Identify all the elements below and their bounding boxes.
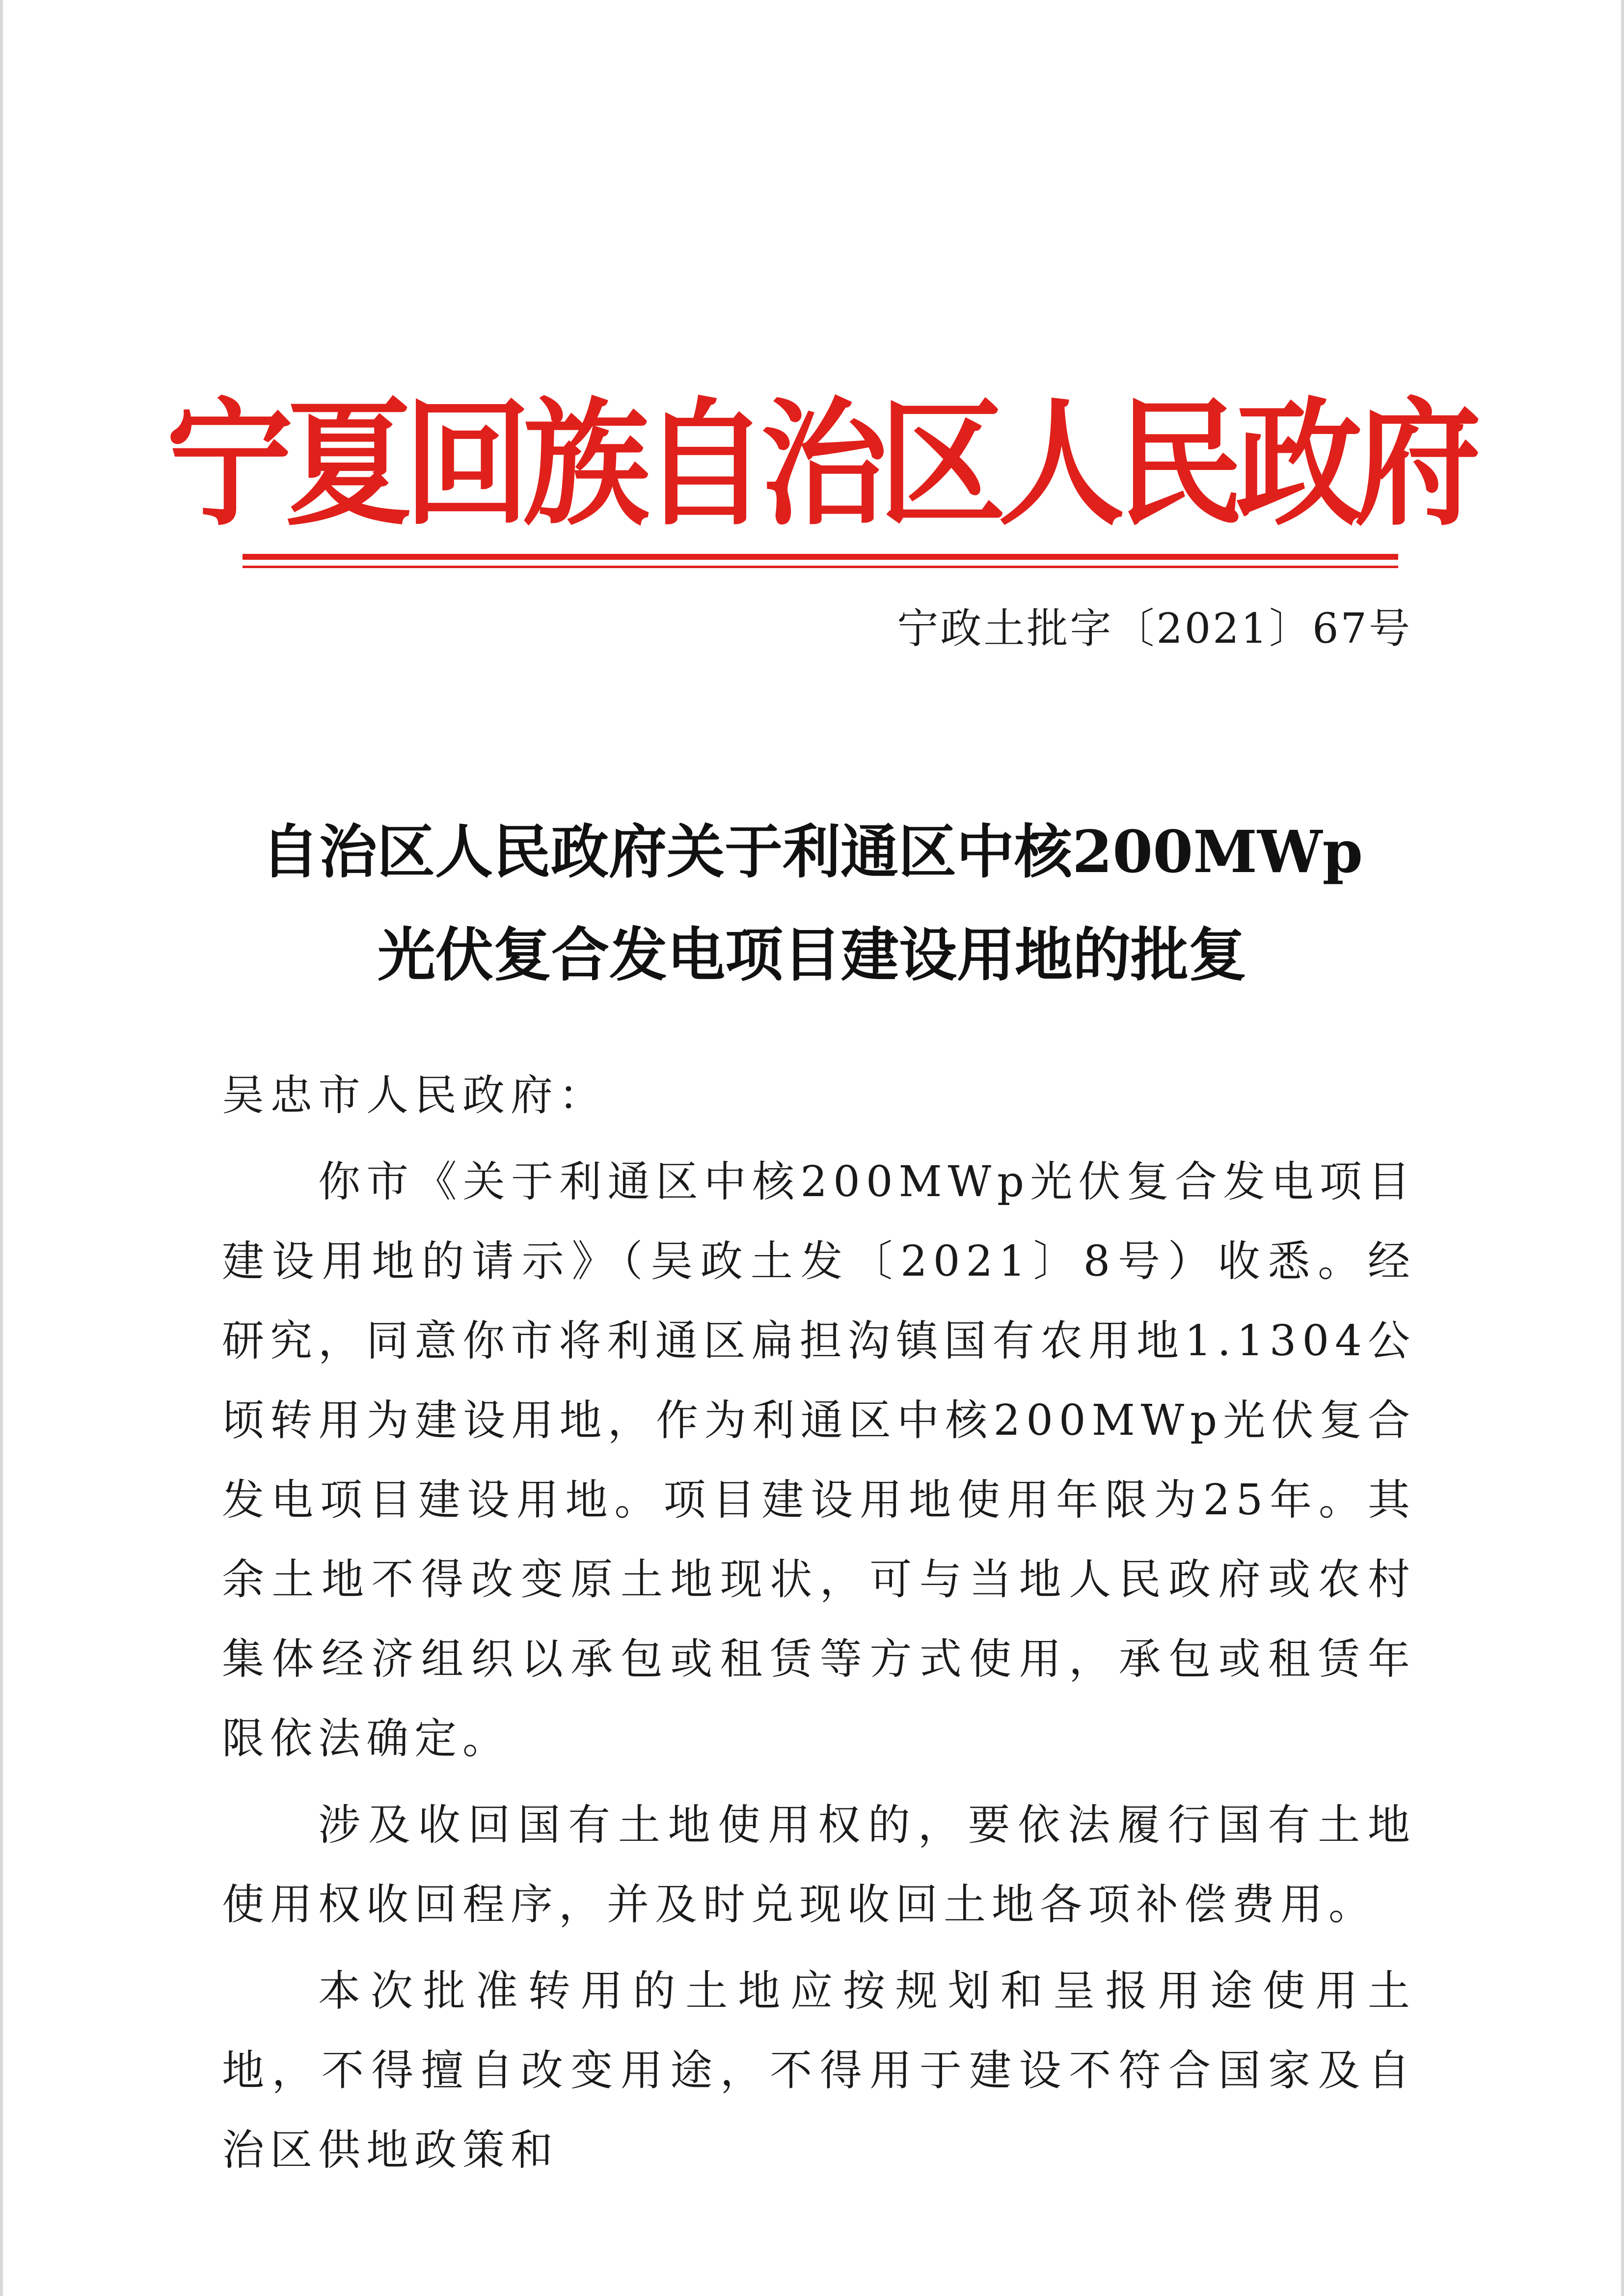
document-title [187,800,1437,1007]
title-line-1: 自治区人民政府关于利通区中核200MWp [261,818,1363,886]
masthead-org-name: 宁夏回族自治区人民政府 [166,383,1473,545]
masthead-red-rule-thick [243,554,1398,560]
paragraph-2: 涉及收回国有土地使用权的，要依法履行国有土地使用权收回程序，并及时兑现收回土地各项补偿费用。 [222,1801,1416,1929]
salutation: 吴忠市人民政府： [222,1071,607,1120]
scan-right-edge [1621,0,1624,2296]
document-body [222,1056,1416,2190]
masthead-red-rule-thin [243,566,1398,568]
scan-left-edge [0,0,3,2296]
paragraph-1: 你市《关于利通区中核200MWp光伏复合发电项目建设用地的请示》（吴政土发〔2021〕8号）收悉。经研究，同意你市将利通区扁担沟镇国有农用地1.1304公顷转用为建设用地，作为利通区中核200MWp光伏复合发电项目建设用地。项目建设用地使用年限为25年。其余土地不得改变原土地现状，可与当地人民政府或农村集体经济组织以承包或租赁等方式使用，承包或租赁年限依法确定。 [222,1157,1416,1763]
document-number: 宁政土批字〔2021〕67号 [897,604,1412,653]
paragraph-3: 本次批准转用的土地应按规划和呈报用途使用土地，不得擅自改变用途，不得用于建设不符合国家及自治区供地政策和 [222,1967,1416,2175]
title-line-2: 光伏复合发电项目建设用地的批复 [377,921,1246,989]
